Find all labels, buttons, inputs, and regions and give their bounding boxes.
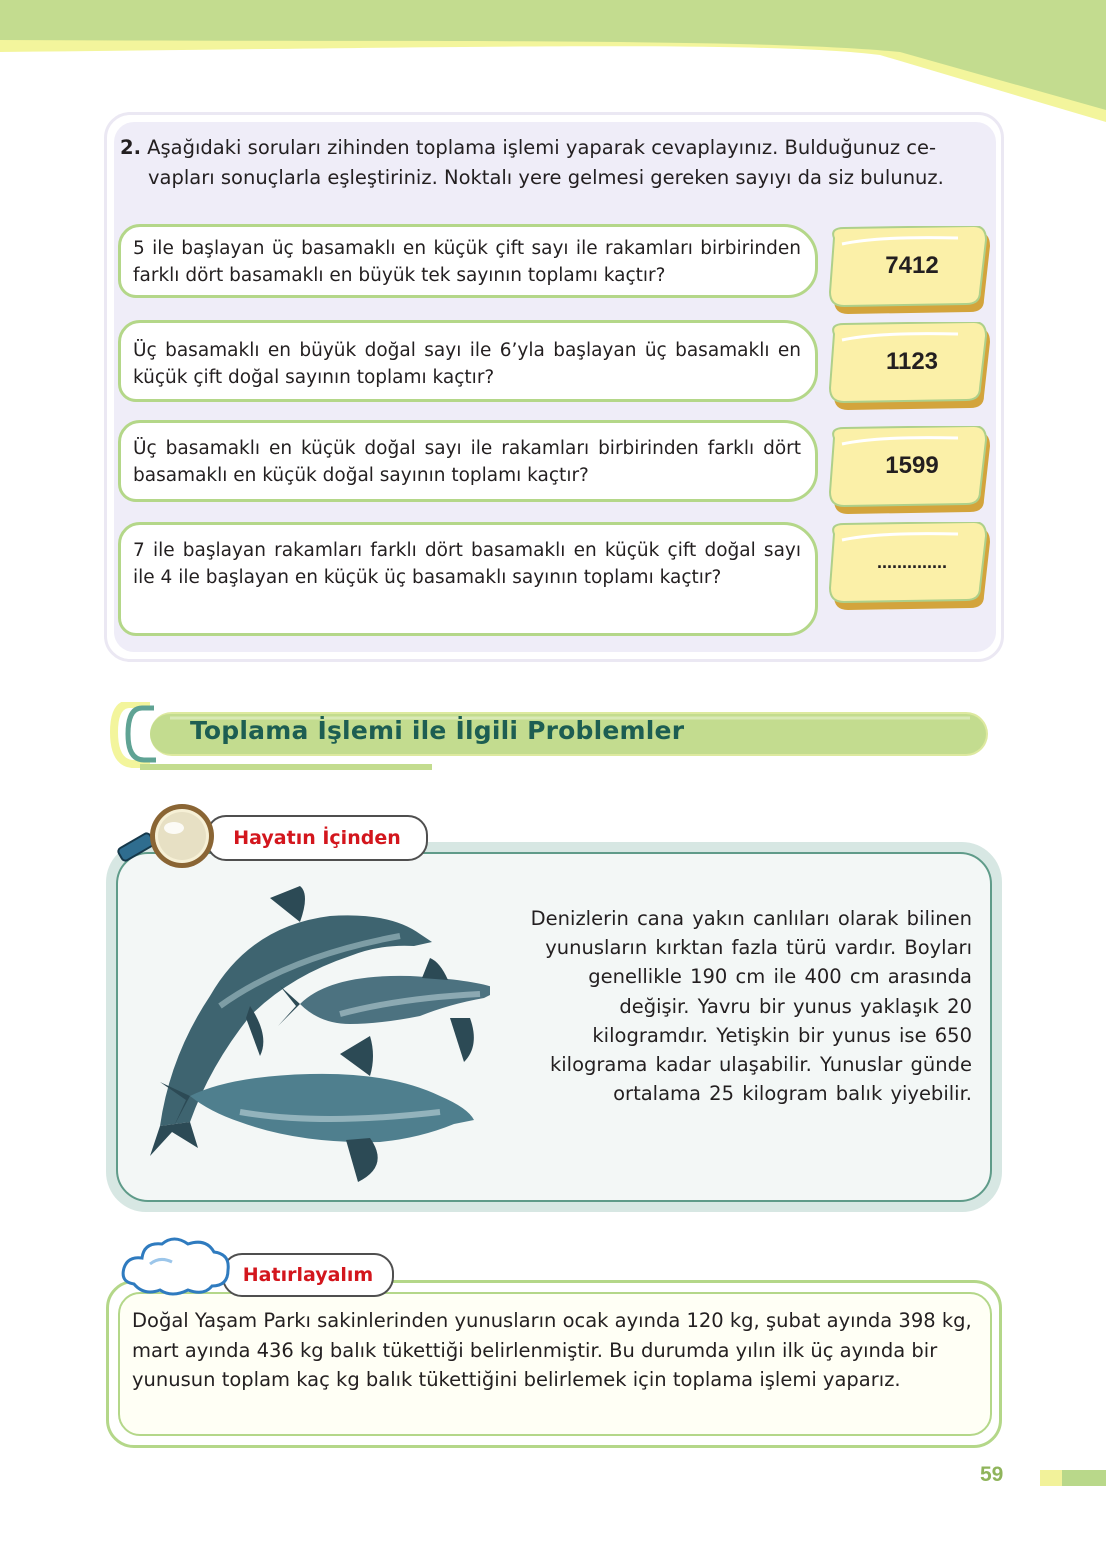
magnifier-icon: [112, 800, 216, 872]
section-title: Toplama İşlemi ile İlgili Problemler: [190, 716, 685, 745]
dolphins-illustration: [150, 886, 490, 1186]
answer-value-2: 1123: [885, 348, 939, 375]
question-text-3: Üç basamaklı en küçük doğal sayı ile rakamları birbirinden farklı dört basamaklı en küçük doğal sayının toplamı kaçtır?: [133, 438, 801, 486]
answer-badge-4[interactable]: [818, 522, 998, 614]
answer-badge-3[interactable]: [818, 426, 998, 518]
remember-tab: Hatırlayalım: [222, 1253, 394, 1297]
footer-bar-yellow: [1040, 1470, 1062, 1486]
question-box-4: [118, 522, 818, 636]
page-number: 59: [980, 1463, 1004, 1486]
answer-badge-2[interactable]: [818, 322, 998, 414]
question-box-1: [118, 224, 818, 298]
answer-badge-1[interactable]: [818, 226, 998, 318]
answer-blank: ..............: [876, 552, 947, 572]
question-text-4: 7 ile başlayan rakamları farklı dört basamaklı en küçük çift doğal sayı ile 4 ile başlayan en küçük üç basamaklı sayının toplamı kaçtır?: [133, 540, 801, 588]
exercise-number: 2.: [120, 136, 141, 159]
remember-paragraph: Doğal Yaşam Parkı sakinlerinden yunusların ocak ayında 120 kg, şubat ayında 398 kg, mart ayında 436 kg balık tükettiği belirlenmiştir. Bu durumda yılın ilk üç ayında bir yunusun toplam kaç kg balık tükettiğini belirlemek için toplama işlemi yaparız.: [132, 1309, 972, 1391]
life-paragraph: Denizlerin cana yakın canlıları olarak bilinen yunusların kırktan fazla türü vardır. Boyları genellikle 190 cm ile 400 cm arasında değişir. Yavru bir yunus yaklaşık 20 kilogramdır. Yetişkin bir yunus ise 650 kilograma kadar ulaşabilir. Yunuslar günde ortalama 25 kilogram balık yiyebilir.: [530, 907, 972, 1106]
question-box-3: [118, 420, 818, 502]
instruction-line-1: Aşağıdaki soruları zihinden toplama işlemi yaparak cevaplayınız. Bulduğunuz ce-: [140, 136, 937, 159]
footer-bar-green: [1062, 1470, 1106, 1486]
exercise-instruction: [120, 133, 988, 193]
question-box-2: [118, 320, 818, 402]
question-text-1: 5 ile başlayan üç basamaklı en küçük çift sayı ile rakamları birbirinden farklı dört basamaklı en büyük tek sayının toplamı kaçtır?: [133, 238, 801, 286]
answer-value-1: 7412: [885, 252, 939, 279]
answer-value-3: 1599: [885, 452, 939, 479]
top-decorative-band: [0, 0, 1106, 130]
instruction-line-2: vapları sonuçlarla eşleştiriniz. Noktalı yere gelmesi gereken sayıyı da siz bulunuz.: [148, 166, 944, 189]
life-tab: Hayatın İçinden: [206, 815, 428, 861]
cloud-icon: [120, 1234, 232, 1300]
question-text-2: Üç basamaklı en büyük doğal sayı ile 6’yla başlayan üç basamaklı en küçük çift doğal sayının toplamı kaçtır?: [133, 340, 801, 388]
